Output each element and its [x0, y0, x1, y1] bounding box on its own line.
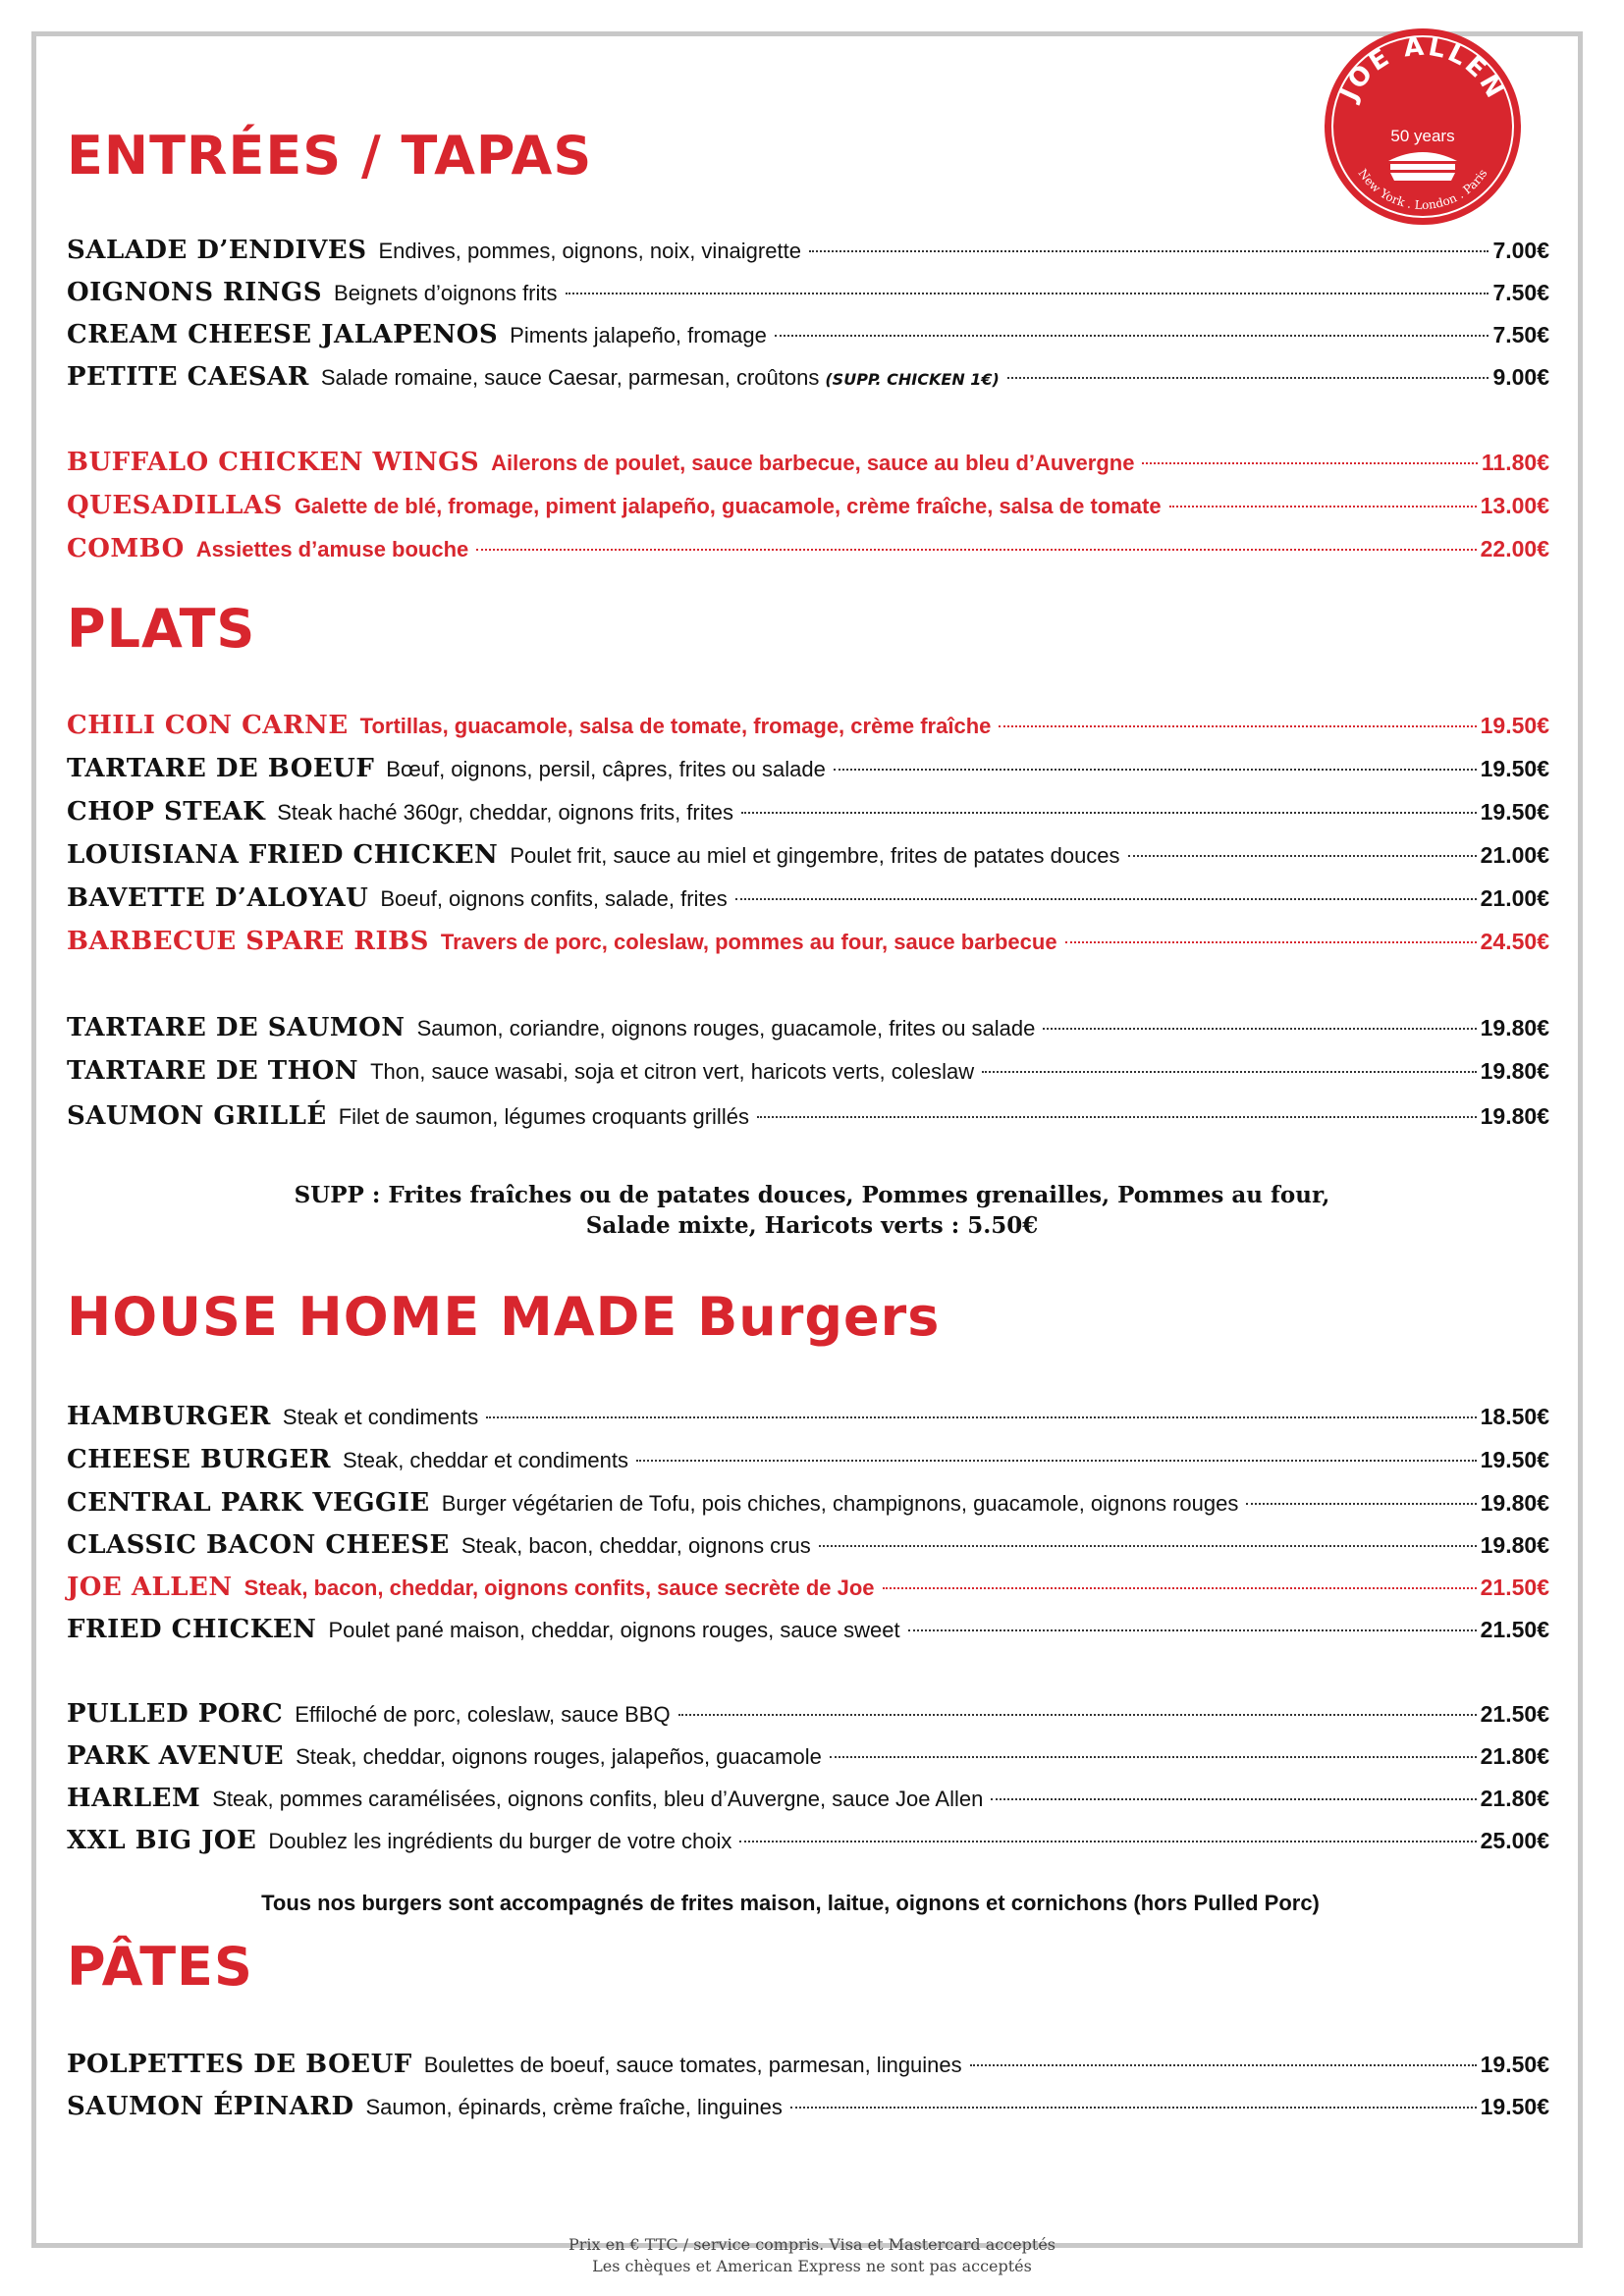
menu-item [67, 448, 1549, 477]
dot-leader [819, 1545, 1477, 1547]
item-name: TARTARE DE BOEUF [67, 754, 375, 783]
item-price: 21.50€ [1480, 1701, 1549, 1727]
dot-leader [476, 549, 1476, 551]
item-name: OIGNONS RINGS [67, 278, 323, 307]
item-price: 19.50€ [1480, 713, 1549, 738]
item-name: BUFFALO CHICKEN WINGS [67, 448, 480, 477]
item-price: 19.80€ [1480, 1103, 1549, 1129]
dot-leader [678, 1714, 1477, 1716]
item-price: 24.50€ [1480, 929, 1549, 954]
item-description: Steak, bacon, cheddar, oignons confits, sauce secrète de Joe [244, 1575, 875, 1600]
item-description: Boulettes de boeuf, sauce tomates, parmesan, linguines [423, 2053, 962, 2077]
dot-leader [999, 725, 1476, 727]
item-description: Steak, cheddar, oignons rouges, jalapeños, guacamole [296, 1744, 822, 1769]
dot-leader [1043, 1028, 1476, 1030]
dot-leader [991, 1798, 1476, 1800]
item-price: 21.50€ [1480, 1575, 1549, 1600]
menu-item [67, 362, 1549, 392]
dot-leader [566, 293, 1489, 294]
dot-leader [1169, 506, 1477, 507]
item-name: TARTARE DE SAUMON [67, 1013, 406, 1042]
item-description: Ailerons de poulet, sauce barbecue, sauce au bleu d’Auvergne [491, 451, 1135, 475]
menu-item [67, 278, 1549, 307]
menu-item [67, 927, 1549, 956]
item-name: FRIED CHICKEN [67, 1615, 317, 1644]
menu-item [67, 754, 1549, 783]
menu-item [67, 1488, 1549, 1518]
item-price: 21.00€ [1480, 842, 1549, 868]
item-name: SAUMON ÉPINARD [67, 2092, 354, 2121]
item-name: COMBO [67, 534, 185, 563]
logo-title: JOE ALLEN [1334, 31, 1511, 106]
item-description: Poulet frit, sauce au miel et gingembre, frites de patates douces [510, 843, 1120, 868]
dot-leader [486, 1416, 1476, 1418]
item-description: Piments jalapeño, fromage [510, 323, 767, 347]
item-price: 25.00€ [1480, 1828, 1549, 1853]
menu-item [67, 1530, 1549, 1560]
item-price: 7.00€ [1492, 238, 1549, 263]
item-name: LOUISIANA FRIED CHICKEN [67, 840, 499, 870]
section-title-burgers: HOUSE HOME MADE Burgers [67, 1286, 941, 1348]
item-description: Bœuf, oignons, persil, câpres, frites ou salade [386, 757, 826, 781]
menu-item [67, 1402, 1549, 1431]
menu-item [67, 1615, 1549, 1644]
dot-leader [1246, 1503, 1476, 1505]
item-name: PULLED PORC [67, 1699, 284, 1729]
item-description: Thon, sauce wasabi, soja et citron vert, haricots verts, coleslaw [370, 1059, 975, 1084]
item-description: Doublez les ingrédients du burger de votre choix [268, 1829, 732, 1853]
menu-item [67, 1826, 1549, 1855]
menu-item [67, 2050, 1549, 2079]
menu-item [67, 1573, 1549, 1602]
menu-item [67, 1101, 1549, 1131]
logo-cities: New York . London . Paris [1355, 166, 1490, 213]
item-price: 9.00€ [1492, 364, 1549, 390]
item-supplement: (SUPP. CHICKEN 1€) [825, 370, 1000, 389]
footer-line2: Les chèques et American Express ne sont pas acceptés [592, 2257, 1032, 2275]
item-price: 21.80€ [1480, 1786, 1549, 1811]
menu-item [67, 883, 1549, 913]
item-price: 13.00€ [1480, 493, 1549, 518]
dot-leader [735, 898, 1477, 900]
item-name: BAVETTE D’ALOYAU [67, 883, 369, 913]
item-price: 21.80€ [1480, 1743, 1549, 1769]
menu-item [67, 2092, 1549, 2121]
item-description: Steak, cheddar et condiments [342, 1448, 628, 1472]
item-price: 22.00€ [1480, 536, 1549, 561]
menu-item [67, 534, 1549, 563]
section-title-plats: PLATS [67, 598, 256, 660]
item-price: 11.80€ [1481, 450, 1549, 475]
item-price: 19.50€ [1480, 799, 1549, 825]
item-price: 7.50€ [1492, 322, 1549, 347]
item-name: QUESADILLAS [67, 491, 283, 520]
item-name: HAMBURGER [67, 1402, 271, 1431]
item-description: Saumon, coriandre, oignons rouges, guacamole, frites ou salade [416, 1016, 1036, 1041]
item-price: 19.50€ [1480, 2094, 1549, 2119]
item-description: Boeuf, oignons confits, salade, frites [380, 886, 728, 911]
item-name: SAUMON GRILLÉ [67, 1101, 327, 1131]
supplement-note-line1: SUPP : Frites fraîches ou de patates douces, Pommes grenailles, Pommes au four, [294, 1182, 1330, 1208]
item-description: Steak et condiments [282, 1405, 479, 1429]
menu-item [67, 840, 1549, 870]
item-description: Tortillas, guacamole, salsa de tomate, fromage, crème fraîche [359, 714, 992, 738]
item-name: CHEESE BURGER [67, 1445, 331, 1474]
section-title-entrees: ENTRÉES / TAPAS [67, 125, 593, 187]
item-description: Effiloché de porc, coleslaw, sauce BBQ [295, 1702, 671, 1727]
item-name: CHOP STEAK [67, 797, 266, 827]
item-price: 19.50€ [1480, 1447, 1549, 1472]
item-name: CREAM CHEESE JALAPENOS [67, 320, 499, 349]
supplement-note-line2: Salade mixte, Haricots verts : 5.50€ [585, 1212, 1039, 1239]
dot-leader [970, 2064, 1477, 2066]
item-name: JOE ALLEN [67, 1573, 233, 1602]
dot-leader [834, 769, 1477, 771]
item-name: CENTRAL PARK VEGGIE [67, 1488, 430, 1518]
item-price: 21.00€ [1480, 885, 1549, 911]
item-name: PETITE CAESAR [67, 362, 309, 392]
footer-line1: Prix en € TTC / service compris. Visa et Mastercard acceptés [568, 2235, 1056, 2254]
menu-item [67, 1784, 1549, 1813]
item-description: Poulet pané maison, cheddar, oignons rouges, sauce sweet [328, 1618, 900, 1642]
item-name: SALADE D’ENDIVES [67, 236, 367, 265]
item-name: POLPETTES DE BOEUF [67, 2050, 412, 2079]
item-description: Steak haché 360gr, cheddar, oignons frits, frites [277, 800, 733, 825]
menu-item [67, 1699, 1549, 1729]
menu-item [67, 711, 1549, 740]
menu-item [67, 236, 1549, 265]
dot-leader [739, 1841, 1476, 1842]
dot-leader [883, 1587, 1477, 1589]
item-name: HARLEM [67, 1784, 201, 1813]
item-description: Travers de porc, coleslaw, pommes au four, sauce barbecue [440, 930, 1057, 954]
item-price: 7.50€ [1492, 280, 1549, 305]
dot-leader [1007, 377, 1489, 379]
item-price: 19.50€ [1480, 756, 1549, 781]
item-name: PARK AVENUE [67, 1741, 285, 1771]
dot-leader [982, 1071, 1477, 1073]
item-description: Steak, bacon, cheddar, oignons crus [460, 1533, 811, 1558]
dot-leader [1128, 855, 1477, 857]
item-price: 19.80€ [1480, 1532, 1549, 1558]
menu-item [67, 1445, 1549, 1474]
item-price: 21.50€ [1480, 1617, 1549, 1642]
item-price: 19.80€ [1480, 1015, 1549, 1041]
dot-leader [741, 812, 1477, 814]
item-description: Endives, pommes, oignons, noix, vinaigrette [378, 239, 801, 263]
menu-item [67, 491, 1549, 520]
burger-note: Tous nos burgers sont accompagnés de frites maison, laitue, oignons et cornichons (hors Pulled Porc) [261, 1891, 1320, 1915]
section-title-pates: PÂTES [67, 1936, 253, 1998]
item-price: 19.80€ [1480, 1490, 1549, 1516]
logo-years: 50 years [1390, 127, 1455, 145]
menu-item [67, 1056, 1549, 1086]
joe-allen-logo [1322, 26, 1524, 228]
item-description: Galette de blé, fromage, piment jalapeño, guacamole, crème fraîche, salsa de tomate [294, 494, 1162, 518]
item-description: Saumon, épinards, crème fraîche, linguines [365, 2095, 783, 2119]
menu-item [67, 1013, 1549, 1042]
item-name: BARBECUE SPARE RIBS [67, 927, 429, 956]
dot-leader [830, 1756, 1477, 1758]
dot-leader [790, 2107, 1477, 2109]
dot-leader [636, 1460, 1477, 1462]
item-price: 18.50€ [1480, 1404, 1549, 1429]
item-name: XXL BIG JOE [67, 1826, 257, 1855]
menu-item [67, 320, 1549, 349]
item-description: Burger végétarien de Tofu, pois chiches, champignons, guacamole, oignons rouges [441, 1491, 1239, 1516]
item-description: Beignets d’oignons frits [334, 281, 558, 305]
item-description: Salade romaine, sauce Caesar, parmesan, croûtons [320, 365, 820, 390]
menu-item [67, 1741, 1549, 1771]
dot-leader [1142, 462, 1477, 464]
item-name: TARTARE DE THON [67, 1056, 359, 1086]
dot-leader [775, 335, 1489, 337]
dot-leader [1065, 941, 1477, 943]
dot-leader [809, 250, 1489, 252]
item-description: Filet de saumon, légumes croquants grillés [338, 1104, 749, 1129]
item-description: Steak, pommes caramélisées, oignons confits, bleu d’Auvergne, sauce Joe Allen [212, 1787, 984, 1811]
item-price: 19.80€ [1480, 1058, 1549, 1084]
item-price: 19.50€ [1480, 2052, 1549, 2077]
item-description: Assiettes d’amuse bouche [195, 537, 469, 561]
dot-leader [908, 1629, 1477, 1631]
menu-item [67, 797, 1549, 827]
item-name: CLASSIC BACON CHEESE [67, 1530, 450, 1560]
dot-leader [757, 1116, 1477, 1118]
item-name: CHILI CON CARNE [67, 711, 349, 740]
